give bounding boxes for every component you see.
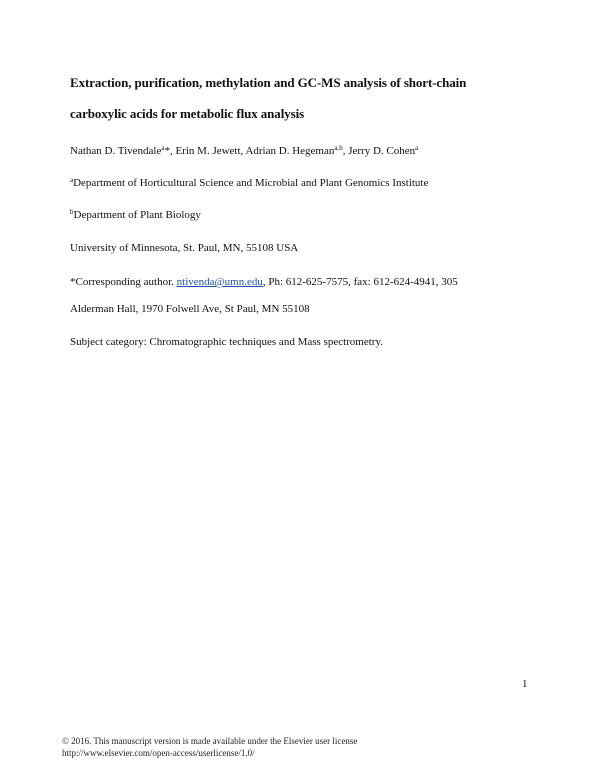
corresponding-prefix: *Corresponding author. xyxy=(70,276,174,288)
license-url: http://www.elsevier.com/open-access/userlicense/1.0/ xyxy=(62,748,255,758)
corresponding-email-link[interactable]: ntivenda@umn.edu xyxy=(176,276,263,288)
corresponding-address: Alderman Hall, 1970 Folwell Ave, St Paul, MN 55108 xyxy=(70,303,310,315)
corresponding-mark: * xyxy=(164,145,170,157)
author-name: Erin M. Jewett xyxy=(175,145,241,157)
affiliation-b xyxy=(70,209,201,221)
corresponding-contact: , Ph: 612-625-7575, fax: 612-624-4941, 305 xyxy=(262,276,458,288)
paper-title-line-2: carboxylic acids for metabolic flux analysis xyxy=(70,106,305,121)
author-list: Nathan D. Tivendale$^a$*, Erin M. Jewett, Adrian D. Hegeman$^{a,b}$, Jerry D. Cohen$^a$ xyxy=(70,144,419,157)
author-name: Nathan D. Tivendale xyxy=(70,145,162,157)
author-name: Jerry D. Cohen xyxy=(348,145,416,157)
paper-title-line-1: Extraction, purification, methylation and GC-MS analysis of short-chain xyxy=(70,75,467,90)
page-number: 1 xyxy=(522,678,528,690)
license-notice: © 2016. This manuscript version is made available under the Elsevier user license xyxy=(62,736,358,746)
affiliation-b-text: Department of Plant Biology xyxy=(73,209,201,221)
affiliation-b-mark: b xyxy=(70,208,74,216)
author-affiliation-mark: a xyxy=(415,144,419,152)
university-address: University of Minnesota, St. Paul, MN, 55108 USA xyxy=(70,242,299,254)
affiliation-a-mark: a xyxy=(70,176,74,184)
author-affiliation-mark: a,b xyxy=(334,144,343,152)
subject-category: Subject category: Chromatographic techniques and Mass spectrometry. xyxy=(70,336,384,348)
author-name: Adrian D. Hegeman xyxy=(245,145,335,157)
affiliation-a-text: Department of Horticultural Science and Microbial and Plant Genomics Institute xyxy=(73,177,429,189)
affiliation-a xyxy=(70,177,428,189)
corresponding-author xyxy=(70,276,458,288)
author-affiliation-mark: a xyxy=(161,144,165,152)
